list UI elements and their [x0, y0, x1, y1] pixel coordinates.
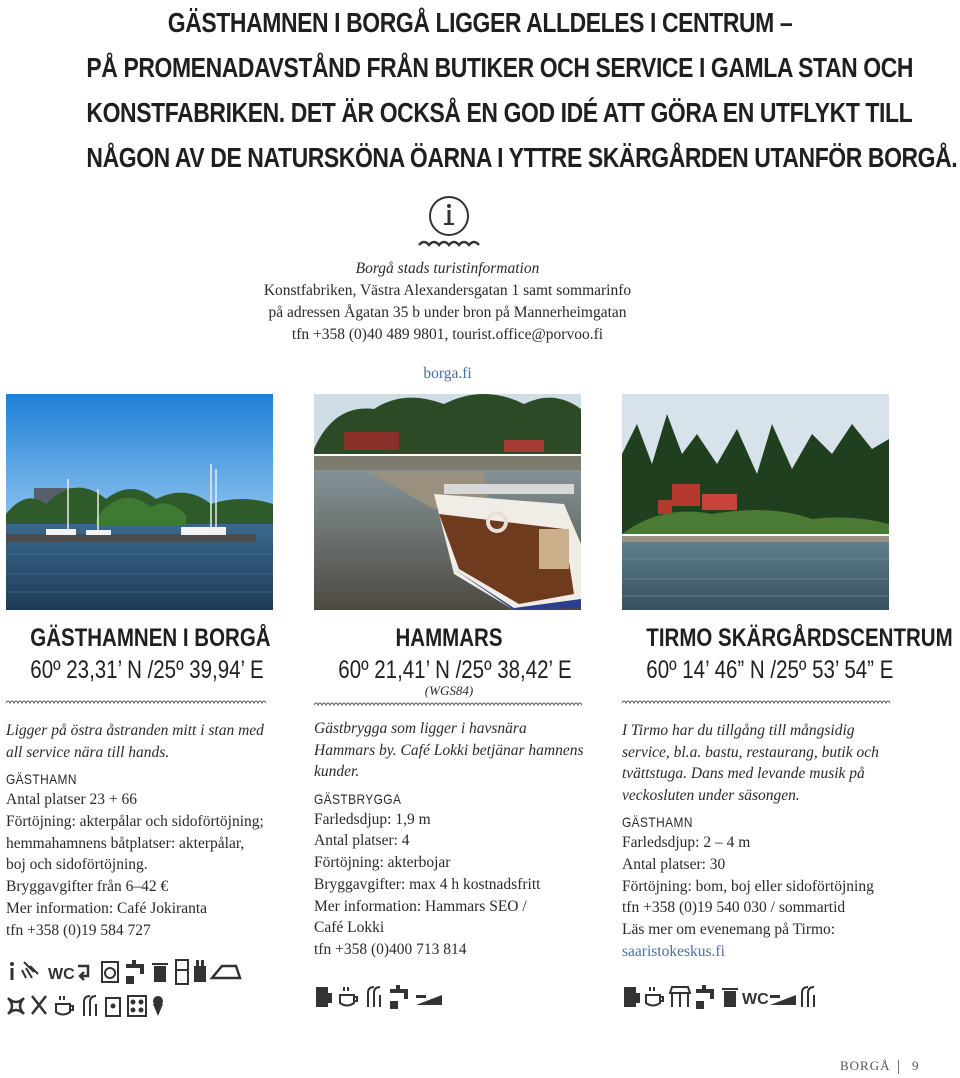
info-line: Förtöjning: akterpålar och sidoförtöjning;: [6, 812, 264, 830]
headline-line: KONSTFABRIKEN. DET ÄR OCKSÅ EN GOD IDÉ ATT GÖRA EN UTFLYKT TILL: [86, 97, 913, 128]
info-line: tfn +358 (0)19 584 727: [6, 921, 151, 939]
sauna-icon: [802, 987, 814, 1007]
trash-icon: [722, 988, 738, 1007]
info-icon: [417, 193, 481, 251]
photo-hammars: [314, 394, 581, 610]
column-coordinates: 60º 21,41’ N /25º 38,42’ E: [338, 656, 572, 684]
wave-divider: [6, 686, 274, 712]
service-icons-row: [6, 956, 246, 986]
info-icon: [10, 962, 14, 980]
water-tap-icon: [390, 985, 408, 1009]
restaurant-icon: [32, 996, 46, 1014]
info-line: Bryggavgifter: max 4 h kostnadsfritt: [314, 875, 541, 893]
headline: [0, 0, 960, 180]
column-subtitle: (WGS84): [424, 683, 474, 698]
tourist-info-contact: tfn +358 (0)40 489 9801, tourist.office@porvoo.fi: [291, 326, 604, 343]
trash-icon: [152, 963, 168, 982]
section-heading: GÄSTHAMN: [6, 771, 77, 787]
shower-icon: [22, 962, 38, 978]
photo-tirmo: [622, 394, 889, 610]
info-line: Café Lokki: [314, 919, 385, 937]
column-gasthamnen-borga: [6, 622, 276, 1020]
svg-text:WC: WC: [742, 990, 769, 1008]
info-line: boj och sidoförtöjning.: [6, 856, 148, 874]
service-icons: [314, 981, 584, 1011]
cafe-icon: [646, 987, 663, 1006]
wc-icon: [742, 991, 769, 1008]
tourist-info: [0, 258, 895, 385]
wifi-icon: [8, 998, 24, 1014]
headline-line: GÄSTHAMNEN I BORGÅ LIGGER ALLDELES I CENTRUM –: [167, 7, 793, 38]
column-intro: I Tirmo har du tillgång till mångsidig service, bl.a. bastu, restaurang, butik och tvättstuga. Dans med levande musik på veckosluten under säsongen.: [622, 722, 879, 804]
page-number: 9: [912, 1058, 920, 1073]
column-intro: Gästbrygga som ligger i havsnära Hammars by. Café Lokki betjänar hamnens kunder.: [314, 720, 584, 780]
wave-divider: [622, 686, 890, 712]
info-line: hemmahamnens båtplatser: akterpålar,: [6, 834, 245, 852]
footer-label: BORGÅ: [840, 1058, 891, 1073]
info-line: tfn +358 (0)19 540 030 / sommartid: [622, 899, 846, 917]
headline-line: NÅGON AV DE NATURSKÖNA ÖARNA I YTTRE SKÄRGÅRDEN UTANFÖR BORGÅ.: [86, 142, 958, 173]
info-line: Farledsdjup: 2 – 4 m: [622, 834, 751, 851]
tourist-info-link[interactable]: borga.fi: [423, 365, 472, 382]
info-line: Läs mer om evenemang på Tirmo:: [622, 921, 836, 939]
column-title: TIRMO SKÄRGÅRDSCENTRUM: [646, 624, 953, 652]
dryer-icon: [128, 996, 146, 1016]
service-icons-row: [314, 981, 474, 1011]
column-coordinates: 60º 14’ 46” N /25º 53’ 54” E: [646, 656, 894, 684]
water-tap-icon: [126, 960, 144, 984]
tourist-info-address: på adressen Ågatan 35 b under bron på Mannerheimgatan: [268, 304, 627, 321]
cafe-icon: [56, 996, 73, 1015]
boat-ramp-icon: [770, 995, 796, 1005]
service-icons-row: [622, 981, 842, 1011]
market-icon: [670, 987, 690, 1007]
shop-icon: [106, 998, 120, 1016]
column-title: GÄSTHAMNEN I BORGÅ: [30, 624, 271, 652]
tourist-info-title: Borgå stads turistinformation: [355, 260, 540, 277]
tourist-info-address: Konstfabriken, Västra Alexandersgatan 1 samt sommarinfo: [263, 282, 632, 299]
sauna-icon: [84, 996, 96, 1016]
column-coordinates: 60º 23,31’ N /25º 39,94’ E: [30, 656, 264, 684]
info-line: Förtöjning: bom, boj eller sidoförtöjning: [622, 877, 874, 895]
info-line: Förtöjning: akterbojar: [314, 854, 451, 872]
info-line: Antal platser: 30: [622, 855, 726, 873]
fuel-pump-icon: [624, 987, 640, 1007]
boat-ramp-icon: [416, 995, 442, 1005]
photo-borga-harbour: [6, 394, 273, 610]
section-heading: GÄSTBRYGGA: [314, 790, 402, 807]
service-icons: [622, 981, 892, 1011]
water-tap-icon: [696, 985, 714, 1009]
info-line: Bryggavgifter från 6–42 €: [6, 878, 169, 896]
info-line: Farledsdjup: 1,9 m: [314, 810, 431, 828]
sauna-icon: [368, 987, 380, 1007]
saaristokeskus-link[interactable]: saaristokeskus.fi: [622, 942, 725, 960]
cafe-icon: [340, 987, 357, 1006]
wave-divider: [314, 698, 582, 710]
page-footer: [840, 1058, 960, 1074]
column-title: HAMMARS: [395, 624, 503, 652]
fridge-icon: [176, 960, 188, 984]
service-icons-row: [6, 990, 246, 1020]
service-icons: [6, 956, 276, 1020]
wc-icon: [48, 966, 75, 983]
info-line: Mer information: Café Jokiranta: [6, 899, 208, 917]
info-line: Mer information: Hammars SEO /: [314, 897, 527, 915]
svg-text:WC: WC: [48, 965, 75, 983]
footer-divider: [898, 1060, 899, 1074]
fuel-can-icon: [194, 960, 206, 982]
info-line: tfn +358 (0)400 713 814: [314, 941, 467, 959]
fuel-pump-icon: [316, 987, 332, 1007]
info-line: Antal platser: 4: [314, 832, 410, 850]
column-tirmo: [622, 622, 953, 1011]
washing-machine-icon: [102, 962, 118, 982]
info-line: Antal platser 23 + 66: [6, 791, 137, 808]
ice-cream-icon: [153, 996, 163, 1016]
iron-icon: [212, 966, 240, 978]
column-hammars: [314, 622, 584, 1011]
column-intro: Ligger på östra åstranden mitt i stan med all service nära till hands.: [6, 722, 264, 761]
section-heading: GÄSTHAMN: [622, 814, 693, 830]
waste-disposal-icon: [78, 966, 88, 980]
headline-line: PÅ PROMENADAVSTÅND FRÅN BUTIKER OCH SERVICE I GAMLA STAN OCH: [86, 52, 914, 83]
